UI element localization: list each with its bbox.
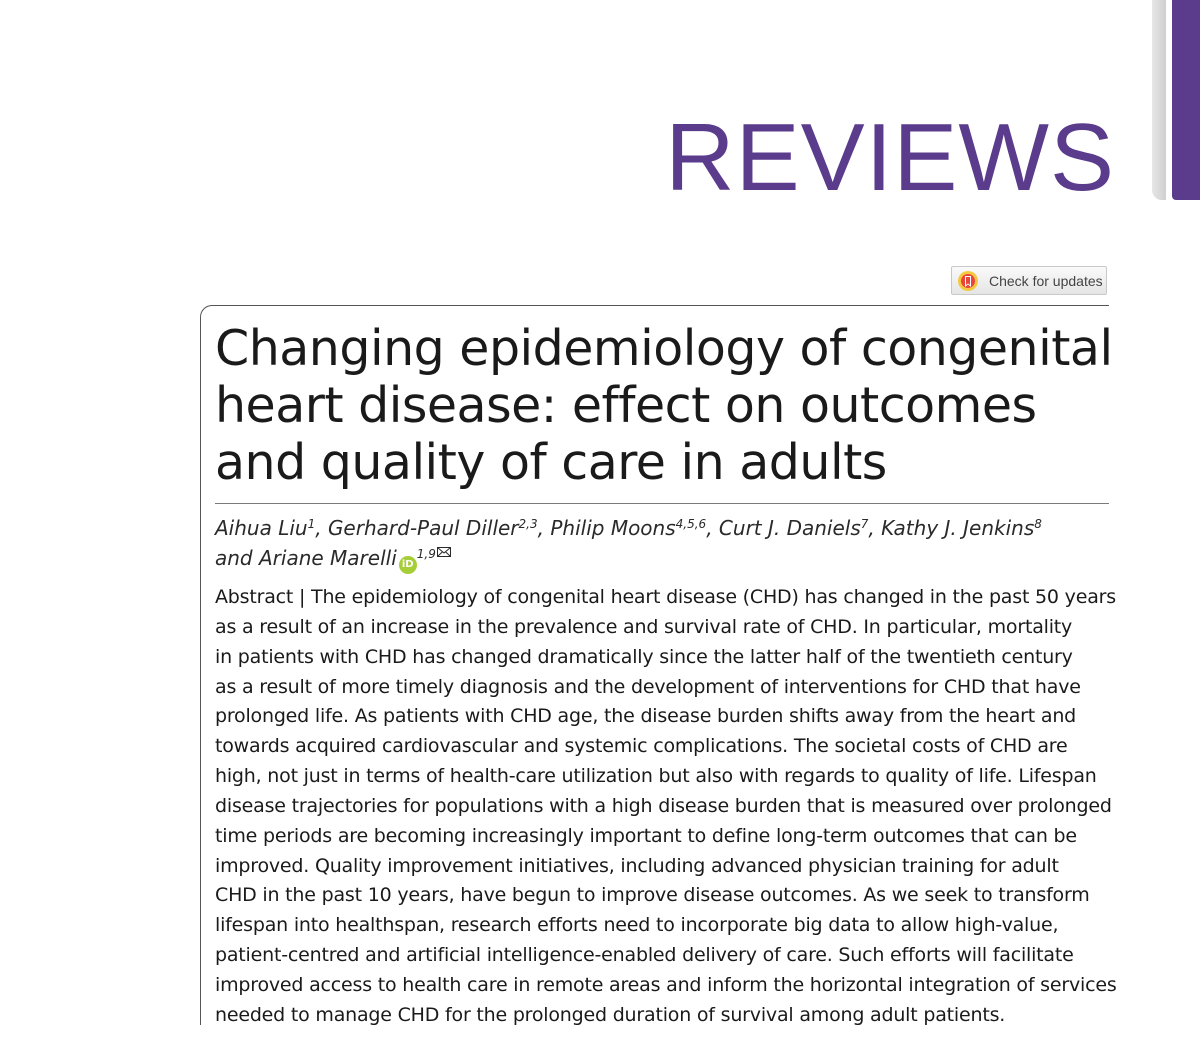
check-for-updates-button[interactable] [951,266,1107,295]
abstract-line: in patients with CHD has changed dramatically since the latter half of the twentieth century [215,645,1073,668]
section-color-tab [1172,0,1200,200]
author-name[interactable]: Curt J. Daniels [718,516,861,540]
author-line [215,543,1105,574]
author-name[interactable]: and Ariane Marelli [215,546,397,570]
orcid-icon[interactable]: iD [399,556,417,574]
article-title [215,320,1113,491]
page-edge-shadow [1152,0,1166,200]
author-list [215,513,1105,574]
author-separator: , [537,516,551,540]
abstract-line: improved. Quality improvement initiatives, including advanced physician training for adult [215,854,1059,877]
abstract-line: lifespan into healthspan, research efforts need to incorporate big data to allow high-value, [215,914,1059,937]
author-line [215,513,1105,543]
author-affiliation: 1 [307,517,316,531]
check-for-updates-badge-icon [957,270,979,292]
author-affiliation: 4,5,6 [675,517,707,531]
abstract-line: as a result of an increase in the prevalence and survival rate of CHD. In particular, mortality [215,615,1073,638]
abstract-line: time periods are becoming increasingly important to define long-term outcomes that can be [215,824,1077,847]
abstract-line: improved access to health care in remote areas and inform the horizontal integration of services [215,973,1117,996]
author-affiliation: 2,3 [518,517,538,531]
title-divider [215,503,1109,504]
author-affiliation: 7 [860,517,869,531]
abstract-line: needed to manage CHD for the prolonged duration of survival among adult patients. [215,1003,1006,1026]
abstract [215,583,1115,1031]
author-name[interactable]: Aihua Liu [215,516,308,540]
check-for-updates-label: Check for updates [989,272,1103,289]
abstract-line: disease trajectories for populations with a high disease burden that is measured over prolonged [215,794,1112,817]
article-title-line: and quality of care in adults [215,434,887,491]
author-name[interactable]: Philip Moons [550,516,676,540]
section-label: REVIEWS [665,104,1115,211]
author-affiliation: 1,9 [416,547,436,561]
abstract-line: Abstract | The epidemiology of congenital heart disease (CHD) has changed in the past 50 years [215,586,1116,608]
abstract-line: as a result of more timely diagnosis and the development of interventions for CHD that have [215,675,1081,698]
author-name[interactable]: Kathy J. Jenkins [881,516,1035,540]
abstract-line: patient-centred and artificial intelligence-enabled delivery of care. Such efforts will facilitate [215,944,1074,967]
author-separator: , [706,516,719,540]
author-affiliation: 8 [1034,517,1042,531]
abstract-line: prolonged life. As patients with CHD age, the disease burden shifts away from the heart and [215,705,1077,728]
author-separator: , [315,516,328,540]
email-icon[interactable] [437,547,451,557]
abstract-line: CHD in the past 10 years, have begun to improve disease outcomes. As we seek to transform [215,884,1090,907]
article-title-line: Changing epidemiology of congenital [215,320,1113,377]
abstract-line: towards acquired cardiovascular and systemic complications. The societal costs of CHD are [215,735,1068,758]
article-title-line: heart disease: effect on outcomes [215,377,1037,434]
abstract-line: high, not just in terms of health-care utilization but also with regards to quality of life. Lifespan [215,765,1097,788]
author-name[interactable]: Gerhard-Paul Diller [327,516,519,540]
author-separator: , [868,516,882,540]
